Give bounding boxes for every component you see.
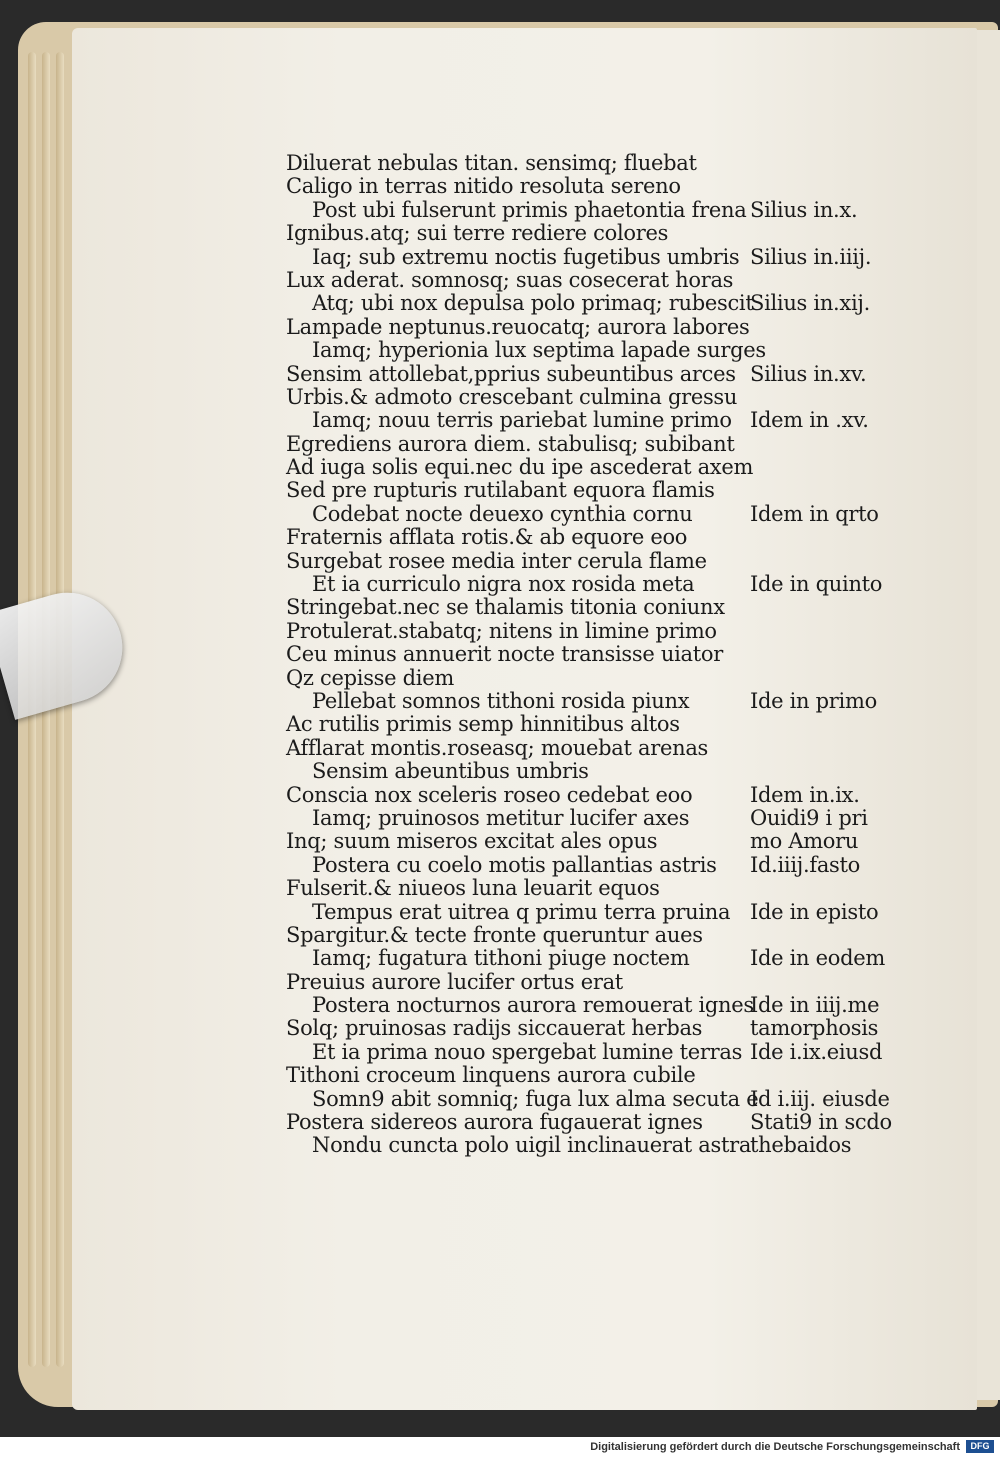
verse-text: Inq; suum miseros excitat ales opus [286,829,658,854]
verse-text: Lux aderat. somnosq; suas cosecerat horas [286,267,734,292]
verse-text: Protulerat.stabatq; nitens in limine primo [286,618,717,643]
margin-note: Silius in.xij. [750,291,870,316]
margin-note: Ide in iiij.me [750,993,880,1018]
margin-note: thebaidos [750,1133,852,1158]
verse-text: Tempus erat uitrea q primu terra pruina [312,899,731,924]
text-line [286,573,886,596]
text-line [286,596,886,619]
verse-text: Preuius aurore lucifer ortus erat [286,969,623,994]
verse-text: Conscia nox sceleris roseo cedebat eoo [286,782,693,807]
verse-text: Afflarat montis.roseasq; mouebat arenas [286,735,709,760]
verse-text: Iaq; sub extremu noctis fugetibus umbris [312,244,740,269]
dfg-logo: DFG [966,1440,994,1453]
verse-text: Nondu cuncta polo uigil inclinauerat astra [312,1133,752,1158]
verse-text: Caligo in terras nitido resoluta sereno [286,174,681,199]
text-line [286,246,886,269]
text-line [286,363,886,386]
verse-text: Ignibus.atq; sui terre rediere colores [286,221,669,246]
margin-note: tamorphosis [750,1016,879,1041]
margin-note: Idem in .xv. [750,408,869,433]
text-line [286,269,886,292]
verse-text: Ceu minus annuerit nocte transisse uiator [286,642,723,667]
text-line [286,550,886,573]
text-line [286,1041,886,1064]
margin-note: Silius in.xv. [750,361,867,386]
text-line [286,830,886,853]
text-line [286,339,886,362]
margin-note: Id.iiij.fasto [750,852,861,877]
verse-text: Iamq; hyperionia lux septima lapade surges [312,338,766,363]
text-line [286,175,886,198]
text-line [286,199,886,222]
verse-text: Spargitur.& tecte fronte queruntur aues [286,922,703,947]
text-line [286,526,886,549]
text-line [286,456,886,479]
text-line [286,854,886,877]
verse-text: Solq; pruinosas radijs siccauerat herbas [286,1016,703,1041]
text-line [286,1064,886,1087]
text-line [286,386,886,409]
verse-text: Fraternis afflata rotis.& ab equore eoo [286,525,688,550]
text-line [286,924,886,947]
text-line [286,971,886,994]
margin-note: Idem in qrto [750,501,879,526]
verse-text: Iamq; fugatura tithoni piuge noctem [312,946,690,971]
margin-note: Silius in.x. [750,197,858,222]
text-line [286,620,886,643]
text-line [286,737,886,760]
verse-text: Postera cu coelo motis pallantias astris [312,852,717,877]
margin-note: mo Amoru [750,829,859,854]
verse-text: Ad iuga solis equi.nec du ipe ascederat axem [286,455,754,480]
verse-text: Qz cepisse diem [286,665,454,690]
text-line [286,479,886,502]
text-line [286,901,886,924]
text-line [286,433,886,456]
text-line [286,994,886,1017]
verse-text: Iamq; pruinosos metitur lucifer axes [312,805,690,830]
verse-text: Codebat nocte deuexo cynthia cornu [312,501,693,526]
verse-text: Stringebat.nec se thalamis titonia coniunx [286,595,725,620]
credit-bar [0,1437,1000,1457]
credit-text: Digitalisierung gefördert durch die Deutsche Forschungsgemeinschaft [590,1441,960,1453]
text-line [286,1017,886,1040]
verse-text: Fulserit.& niueos luna leuarit equos [286,876,660,901]
verse-text: Sensim abeuntibus umbris [312,759,589,784]
margin-note: Ouidi9 i pri [750,805,868,830]
text-line [286,947,886,970]
verse-text: Pellebat somnos tithoni rosida piunx [312,688,690,713]
verse-text: Sensim attollebat,pprius subeuntibus arces [286,361,736,386]
text-line [286,152,886,175]
margin-note: Stati9 in scdo [750,1110,892,1135]
verse-text: Egrediens aurora diem. stabulisq; subibant [286,431,735,456]
verse-text: Iamq; nouu terris pariebat lumine primo [312,408,732,433]
text-line [286,503,886,526]
text-line [286,760,886,783]
verse-text: Et ia prima nouo spergebat lumine terras [312,1039,743,1064]
text-line [286,713,886,736]
verse-text: Somn9 abit somniq; fuga lux alma secuta e [312,1086,759,1111]
verse-text: Atq; ubi nox depulsa polo primaq; rubescit [312,291,754,316]
margin-note: Ide in episto [750,899,879,924]
text-line [286,1134,886,1157]
verse-text: Ac rutilis primis semp hinnitibus altos [286,712,680,737]
verse-text: Tithoni croceum linquens aurora cubile [286,1063,696,1088]
verse-text: Surgebat rosee media inter cerula flame [286,548,707,573]
margin-note: Ide in eodem [750,946,886,971]
verse-text: Urbis.& admoto crescebant culmina gressu [286,384,738,409]
verse-text: Post ubi fulserunt primis phaetontia frena [312,197,747,222]
verse-text: Postera sidereos aurora fugauerat ignes [286,1110,703,1135]
text-line [286,877,886,900]
verse-text: Postera nocturnos aurora remouerat ignes [312,993,754,1018]
margin-note: Ide in primo [750,688,877,713]
verse-text: Lampade neptunus.reuocatq; aurora labores [286,314,750,339]
verse-text: Diluerat nebulas titan. sensimq; fluebat [286,151,697,175]
verse-text: Et ia curriculo nigra nox rosida meta [312,572,695,597]
margin-note: Idem in.ix. [750,782,860,807]
printed-text [286,151,892,1158]
margin-note: Ide i.ix.eiusd [750,1039,883,1064]
text-line [286,222,886,245]
text-line [286,667,886,690]
text-line [286,784,886,807]
text-line [286,1110,892,1135]
text-line [286,292,886,315]
text-line [286,1086,890,1111]
verse-text: Sed pre rupturis rutilabant equora flamis [286,478,715,503]
margin-note: Ide in quinto [750,572,883,597]
text-line [286,409,886,432]
margin-note: Silius in.iiij. [750,244,872,269]
text-line [286,643,886,666]
text-line [286,807,886,830]
text-line [286,316,886,339]
text-line [286,690,886,713]
facing-page-edge [976,30,1000,1400]
margin-note: Id i.iij. eiusde [750,1086,890,1111]
